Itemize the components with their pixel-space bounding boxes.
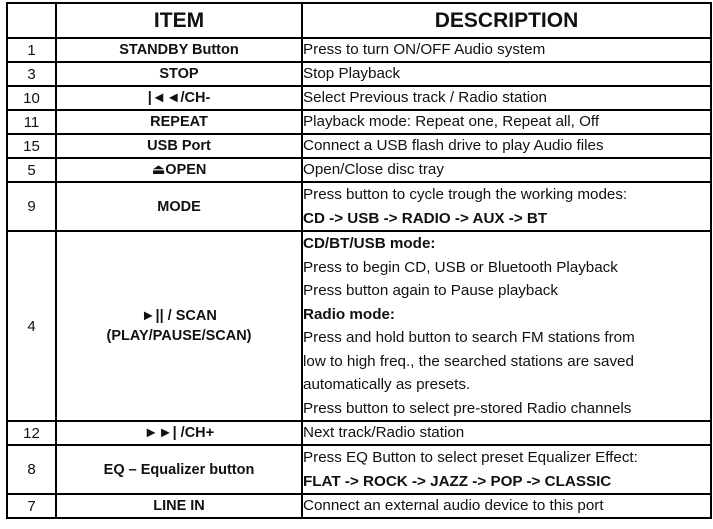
row-item	[56, 110, 302, 134]
description-text: Press button to select pre-stored Radio channels	[303, 399, 632, 417]
row-description	[302, 158, 711, 182]
item-label: STOP	[159, 66, 199, 82]
description-heading: Radio mode:	[303, 305, 395, 323]
description-heading: FLAT -> ROCK -> JAZZ -> POP -> CLASSIC	[303, 472, 612, 490]
table-row	[7, 158, 711, 182]
item-label: REPEAT	[150, 114, 208, 130]
description-text: Select Previous track / Radio station	[303, 89, 547, 106]
table-row	[7, 110, 711, 134]
row-item	[56, 86, 302, 110]
description-text: Press EQ Button to select preset Equalizer Effect:	[303, 449, 638, 466]
table-row	[7, 231, 711, 421]
table-row	[7, 445, 711, 494]
item-label: EQ – Equalizer button	[103, 461, 255, 478]
table-row	[7, 182, 711, 231]
item-label: ⏏OPEN	[151, 162, 207, 178]
item-label: LINE IN	[153, 498, 205, 514]
row-number: 7	[7, 494, 56, 518]
description-text: low to high freq., the searched stations are saved	[303, 352, 634, 370]
description-text: automatically as presets.	[303, 376, 471, 393]
row-description	[302, 38, 711, 62]
row-item	[56, 62, 302, 86]
table-row	[7, 38, 711, 62]
description-text: Press to begin CD, USB or Bluetooth Playback	[303, 258, 618, 276]
row-item	[56, 158, 302, 182]
row-number: 10	[7, 86, 56, 110]
row-number: 8	[7, 445, 56, 494]
row-number: 5	[7, 158, 56, 182]
row-description	[302, 62, 711, 86]
row-description	[302, 134, 711, 158]
item-label: (PLAY/PAUSE/SCAN)	[106, 328, 252, 344]
row-description	[302, 231, 711, 421]
description-heading: CD/BT/USB mode:	[303, 235, 436, 252]
row-item	[56, 231, 302, 421]
row-item	[56, 421, 302, 445]
description-text: Connect a USB flash drive to play Audio files	[303, 137, 604, 154]
description-text: Open/Close disc tray	[303, 161, 444, 178]
item-label: STANDBY Button	[119, 42, 239, 58]
row-number: 15	[7, 134, 56, 158]
table-row	[7, 494, 711, 518]
item-label: |◄◄/CH-	[147, 90, 211, 106]
header-item: ITEM	[56, 3, 302, 38]
row-number: 9	[7, 182, 56, 231]
row-description	[302, 110, 711, 134]
description-text: Press to turn ON/OFF Audio system	[303, 41, 546, 58]
item-label: ►►| /CH+	[143, 425, 215, 441]
row-item	[56, 445, 302, 494]
table-row	[7, 134, 711, 158]
description-text: Next track/Radio station	[303, 424, 465, 441]
row-description	[302, 445, 711, 494]
header-description: DESCRIPTION	[302, 3, 711, 38]
table-row	[7, 62, 711, 86]
controls-table	[6, 2, 712, 519]
row-number: 4	[7, 231, 56, 421]
item-label: USB Port	[147, 138, 211, 154]
row-number: 11	[7, 110, 56, 134]
row-number: 1	[7, 38, 56, 62]
row-item	[56, 134, 302, 158]
row-description	[302, 421, 711, 445]
description-text: Press and hold button to search FM stations from	[303, 329, 635, 346]
description-heading: CD -> USB -> RADIO -> AUX -> BT	[303, 209, 548, 227]
row-description	[302, 86, 711, 110]
table-header-row	[7, 3, 711, 38]
table-row	[7, 86, 711, 110]
description-text: Stop Playback	[303, 65, 401, 82]
item-label: MODE	[157, 198, 201, 215]
row-item	[56, 38, 302, 62]
row-number: 3	[7, 62, 56, 86]
row-description	[302, 182, 711, 231]
description-text: Playback mode: Repeat one, Repeat all, Off	[303, 113, 600, 130]
item-label: ►|| / SCAN	[141, 308, 217, 324]
table-row	[7, 421, 711, 445]
row-item	[56, 494, 302, 518]
description-text: Connect an external audio device to this port	[303, 497, 604, 514]
row-item	[56, 182, 302, 231]
header-number	[7, 3, 56, 38]
description-text: Press button to cycle trough the working modes:	[303, 186, 628, 203]
description-text: Press button again to Pause playback	[303, 282, 558, 299]
row-description	[302, 494, 711, 518]
row-number: 12	[7, 421, 56, 445]
